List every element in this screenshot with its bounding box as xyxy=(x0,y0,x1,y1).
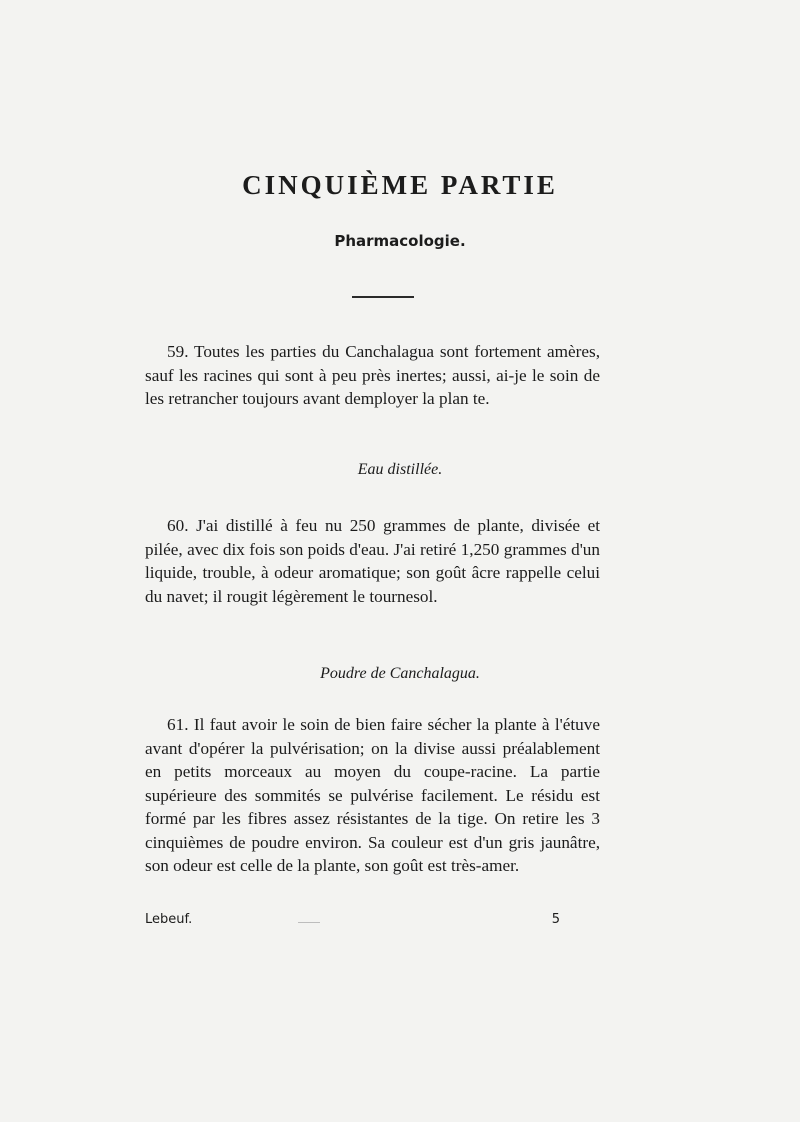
part-title: CINQUIÈME PARTIE xyxy=(242,170,558,200)
paragraph-60: 60. J'ai distillé à feu nu 250 grammes de plante, divisée et pilée, avec dix fois son poids d'eau. J'ai retiré 1,250 grammes d'un liquide, trouble, à odeur aromatique; son goût âcre rappelle celui du navet; il rougit légèrement le tournesol. xyxy=(145,516,600,606)
paragraph-59: 59. Toutes les parties du Canchalagua sont fortement amères, sauf les racines qui sont à peu près inertes; aussi, ai-je le soin de les retrancher toujours avant demployer la plan te. xyxy=(145,342,600,408)
subheading-eau-distillee: Eau distillée. xyxy=(357,461,443,478)
footer-mark xyxy=(298,922,320,923)
paragraph-61: 61. Il faut avoir le soin de bien faire sécher la plante à l'étuve avant d'opérer la pulvérisation; on la divise aussi préalablement en petits morceaux au moyen du coupe-racine. La partie supérieure des sommités se pulvérise facilement. Le résidu est formé par les fibres assez résistantes de la tige. On retire les 3 cinquièmes de poudre environ. Sa couleur est d'un gris jaunâtre, son odeur est celle de la plante, son goût est très-amer. xyxy=(145,715,600,875)
printer-signature: Lebeuf. xyxy=(145,912,193,927)
subheading-poudre: Poudre de Canchalagua. xyxy=(320,665,480,682)
section-divider xyxy=(352,296,414,298)
sheet-number: 5 xyxy=(551,912,560,927)
section-title: Pharmacologie. xyxy=(334,232,466,250)
